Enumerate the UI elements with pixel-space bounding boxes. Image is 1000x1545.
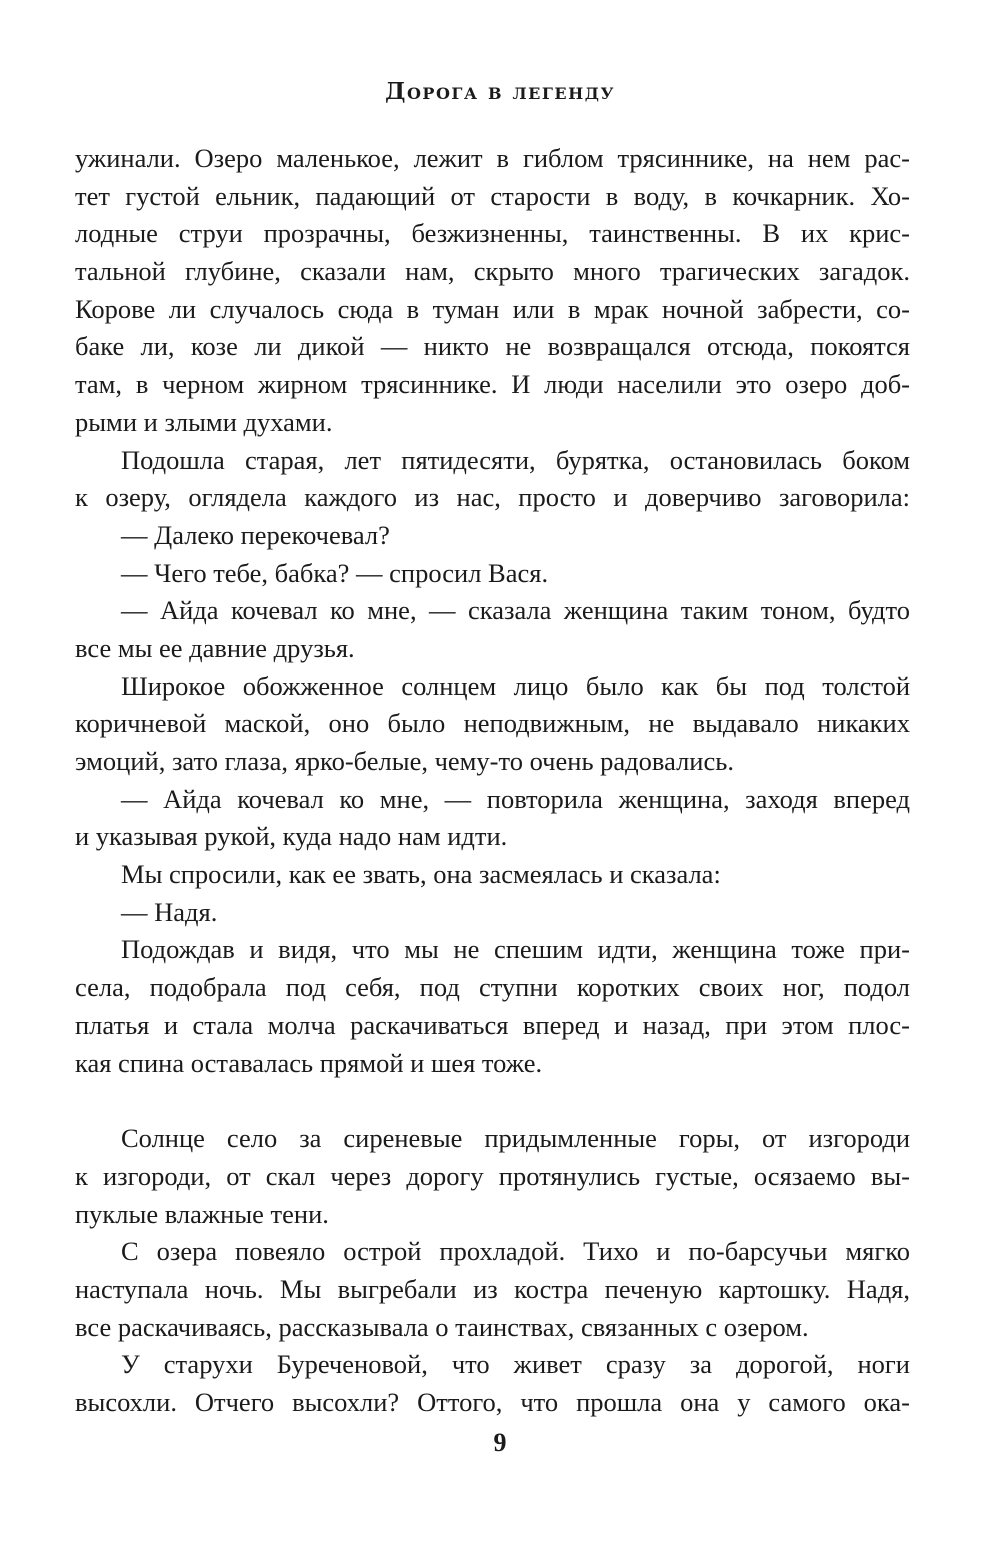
text-line: — Айда кочевал ко мне, — повторила женщина, заходя вперед	[121, 783, 910, 814]
text-line: Солнце село за сиреневые придымленные горы, от изгороди	[121, 1123, 910, 1154]
text-line: У старухи Буреченовой, что живет сразу за дорогой, ноги	[121, 1349, 910, 1380]
text-line: — Чего тебе, бабка? — спросил Вася.	[121, 557, 549, 588]
text-line: С озера повеяло острой прохладой. Тихо и по-барсучьи мягко	[121, 1236, 910, 1267]
text-line: платья и стала молча раскачиваться вперед и назад, при этом плос-	[75, 1009, 910, 1040]
text-line: коричневой маской, оно было неподвижным, не выдавало никаких	[75, 708, 910, 739]
text-line: все мы ее давние друзья.	[75, 632, 355, 663]
text-line: к изгороди, от скал через дорогу протянулись густые, осязаемо вы-	[75, 1160, 910, 1191]
text-line: лодные струи прозрачны, безжизненны, таинственны. В их крис-	[75, 218, 910, 249]
text-line: — Надя.	[121, 896, 218, 927]
text-line: высохли. Отчего высохли? Оттого, что прошла она у самого ока-	[75, 1387, 910, 1417]
text-line: наступала ночь. Мы выгребали из костра печеную картошку. Надя,	[75, 1273, 910, 1304]
text-line: пуклые влажные тени.	[75, 1198, 329, 1229]
text-line: — Далеко перекочевал?	[121, 519, 390, 550]
text-line: баке ли, козе ли дикой — никто не возвращался отсюда, покоятся	[75, 331, 910, 362]
text-line: рыми и злыми духами.	[75, 406, 333, 437]
text-line: Подождав и видя, что мы не спешим идти, женщина тоже при-	[121, 934, 910, 965]
text-line: кая спина оставалась прямой и шея тоже.	[75, 1047, 543, 1078]
section-break	[75, 1082, 910, 1120]
text-line: села, подобрала под себя, под ступни коротких своих ног, подол	[75, 972, 910, 1003]
text-line: все раскачиваясь, рассказывала о таинствах, связанных с озером.	[75, 1311, 809, 1342]
text-line: тальной глубине, сказали нам, скрыто много трагических загадок.	[75, 256, 910, 287]
text-line: Корове ли случалось сюда в туман или в мрак ночной забрести, со-	[75, 293, 910, 324]
text-line: там, в черном жирном трясиннике. И люди населили это озеро доб-	[75, 369, 910, 400]
text-line: Подошла старая, лет пятидесяти, бурятка, остановилась боком	[121, 444, 910, 475]
running-title: Дорога в легенду	[385, 78, 615, 105]
body-text	[75, 140, 910, 1422]
text-line: эмоций, зато глаза, ярко-белые, чему-то очень радовались.	[75, 746, 734, 776]
text-line: и указывая рукой, куда надо нам идти.	[75, 821, 508, 852]
text-line: к озеру, оглядела каждого из нас, просто и доверчиво заговорила:	[75, 482, 910, 513]
text-section-1	[75, 140, 910, 1082]
text-line: ужинали. Озеро маленькое, лежит в гиблом трясиннике, на нем рас-	[75, 143, 910, 173]
text-line: — Айда кочевал ко мне, — сказала женщина таким тоном, будто	[121, 595, 910, 626]
text-line: Широкое обожженное солнцем лицо было как бы под толстой	[121, 670, 910, 701]
text-line: Мы спросили, как ее звать, она засмеялась и сказала:	[121, 859, 721, 890]
text-section-2	[75, 1120, 910, 1422]
text-line: тет густой ельник, падающий от старости в воду, в кочкарник. Хо-	[75, 180, 910, 211]
page-number: 9	[493, 1428, 507, 1457]
